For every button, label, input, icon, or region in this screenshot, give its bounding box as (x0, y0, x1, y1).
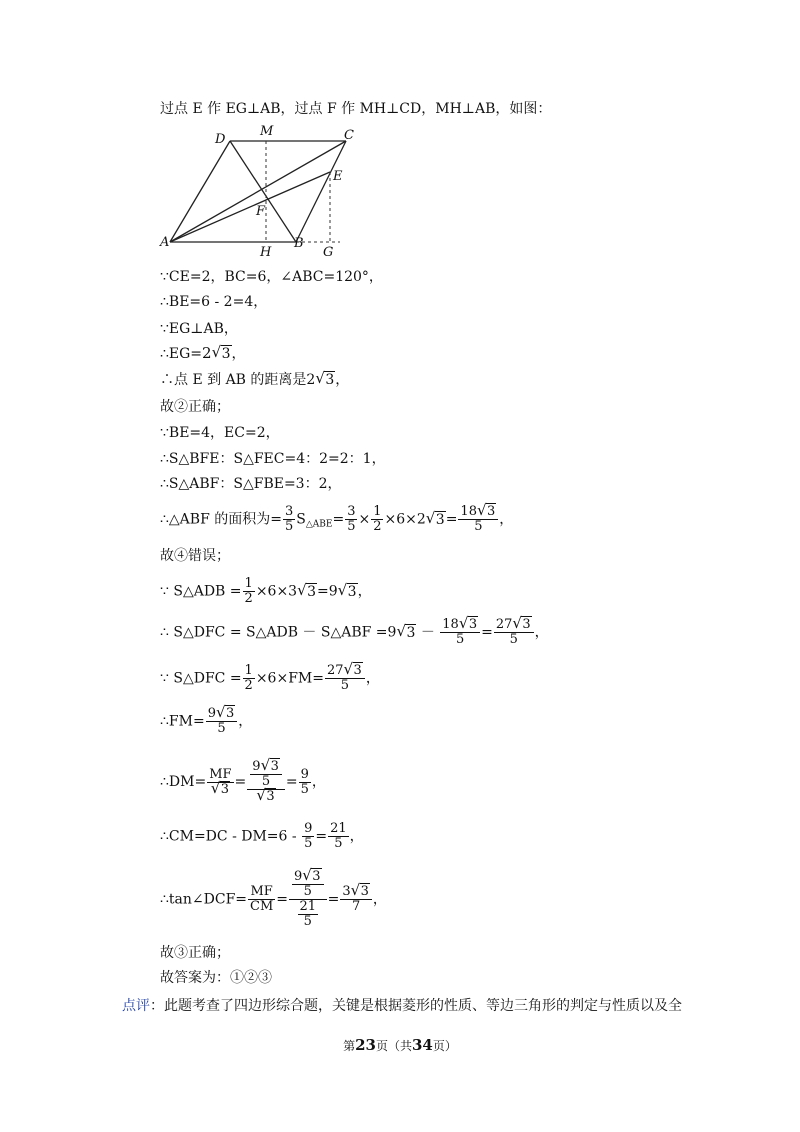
point-label: G (323, 245, 334, 260)
line-7: ∵BE=4，EC=2， (160, 425, 280, 441)
line-12: ∵ S△ADB = $\frac{1}{2}$ ×6×3 √ 3=9 √ 3， (160, 576, 372, 606)
line-20: 故答案为：①②③ (160, 970, 272, 986)
line-18: ∴tan∠DCF= $\frac{MF}{CM}$ = 9 √ 3 5 $\frac{21}{5}$ = 3 √ 3 7 ， (160, 866, 387, 929)
line-1: ∵CE=2，BC=6，∠ABC=120°， (160, 269, 383, 285)
line-15: ∴FM= 9 √ 3 5 ， (160, 703, 253, 736)
point-label: F (256, 204, 266, 219)
line-14: ∵ S△DFC = $\frac{1}{2}$ ×6×FM= 27 √ 3 5 ， (160, 660, 380, 693)
point-label: E (333, 169, 343, 184)
line-9: ∴S△ABF：S△FBE=3：2， (160, 476, 342, 492)
line-10: ∴△ABF 的面积为= $\frac{3}{5}$ $S_{\triangle ABE}=$ $\frac{3}{5}$ × $\frac{1}{2}$ ×6×2 √ 3= 18 √ 3 5 ， (160, 501, 514, 534)
line-3: ∵EG⊥AB， (160, 321, 238, 337)
line-17: ∴CM=DC - DM=6 - $\frac{9}{5}$ = $\frac{21}{5}$ ， (160, 821, 364, 851)
line-8: ∴S△BFE：S△FEC=4：2=2：1， (160, 451, 386, 467)
intro-line: 过点 E 作 EG⊥AB，过点 F 作 MH⊥CD，MH⊥AB，如图： (160, 101, 552, 117)
point-label: B (294, 236, 304, 251)
line-11: 故④错误； (160, 548, 230, 564)
page-footer: 第23页（共34页） (343, 1036, 457, 1054)
point-label: A (160, 235, 170, 250)
geometry-diagram (160, 124, 354, 260)
comment-line: 点评：此题考查了四边形综合题，关键是根据菱形的性质、等边三角形的判定与性质以及全 (122, 998, 682, 1014)
line-16: ∴DM= MF √ 3 = 9 √ 3 5 √ 3 = $\frac{9}{5}$ ， (160, 756, 326, 804)
point-label: D (215, 132, 226, 147)
comment-label: 点评 (122, 998, 150, 1014)
line-19: 故③正确； (160, 945, 230, 961)
point-label: C (344, 128, 354, 143)
line-2: ∴BE=6 - 2=4， (160, 294, 268, 310)
line-13: ∴ S△DFC = S△ADB － S△ABF =9 √ 3 － 18 √ 3 5 = 27 √ 3 5 ， (160, 614, 549, 647)
line-6: 故②正确； (160, 399, 230, 415)
point-label: H (260, 245, 272, 260)
line-5: ∴点 E 到 AB 的距离是2 √ 3， (160, 369, 350, 388)
line-4: ∴EG=2 √ 3， (160, 343, 246, 362)
point-label: M (260, 124, 274, 139)
